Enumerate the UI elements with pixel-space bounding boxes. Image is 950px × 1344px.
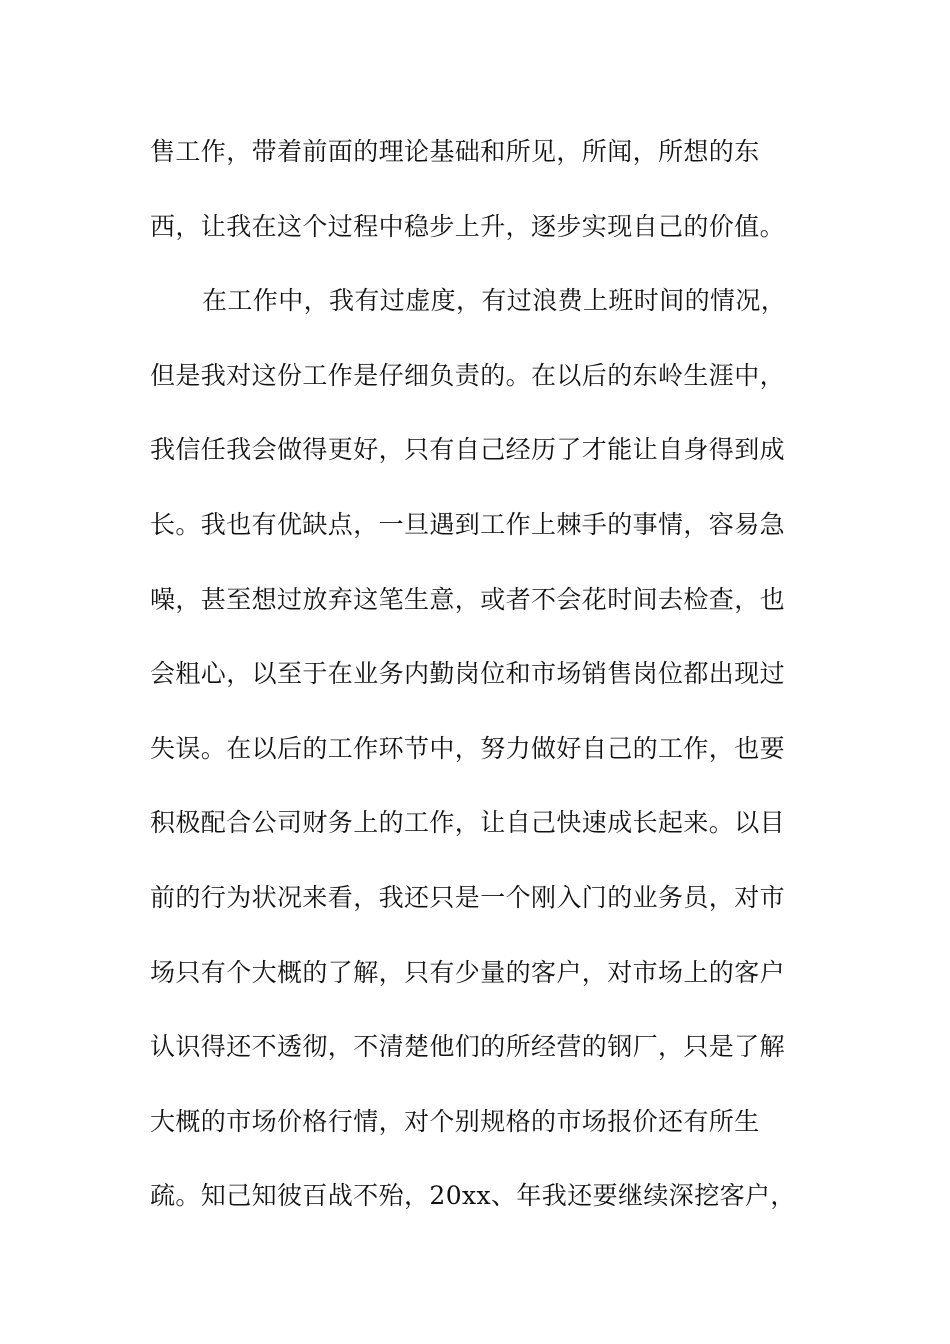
text-line: 失误。在以后的工作环节中，努力做好自己的工作，也要 — [150, 733, 786, 763]
text-line: 疏。知己知彼百战不殆，20xx、年我还要继续深挖客户， — [150, 1181, 796, 1211]
text-line: 会粗心，以至于在业务内勤岗位和市场销售岗位都出现过 — [150, 659, 786, 689]
text-line: 但是我对这份工作是仔细负责的。在以后的东岭生涯中， — [150, 360, 786, 390]
text-line: 大概的市场价格行情，对个别规格的市场报价还有所生 — [150, 1106, 760, 1136]
text-line: 前的行为状况来看，我还只是一个刚入门的业务员，对市 — [150, 882, 786, 912]
text-line: 场只有个大概的了解，只有少量的客户，对市场上的客户 — [150, 957, 786, 987]
text-line: 售工作，带着前面的理论基础和所见，所闻，所想的东 — [150, 137, 760, 166]
body-text — [150, 126, 800, 1245]
text-line: 我信任我会做得更好，只有自己经历了才能让自身得到成 — [150, 435, 786, 465]
paragraph-start-line: 在工作中，我有过虚度，有过浪费上班时间的情况， — [202, 286, 787, 316]
text-line: 长。我也有优缺点，一旦遇到工作上棘手的事情，容易急 — [150, 509, 786, 539]
text-line: 积极配合公司财务上的工作，让自己快速成长起来。以目 — [150, 808, 786, 838]
text-line: 噪，甚至想过放弃这笔生意，或者不会花时间去检查，也 — [150, 584, 786, 614]
text-line: 认识得还不透彻，不清楚他们的所经营的钢厂，只是了解 — [150, 1032, 786, 1062]
text-line: 西，让我在这个过程中稳步上升，逐步实现自己的价值。 — [150, 211, 786, 241]
